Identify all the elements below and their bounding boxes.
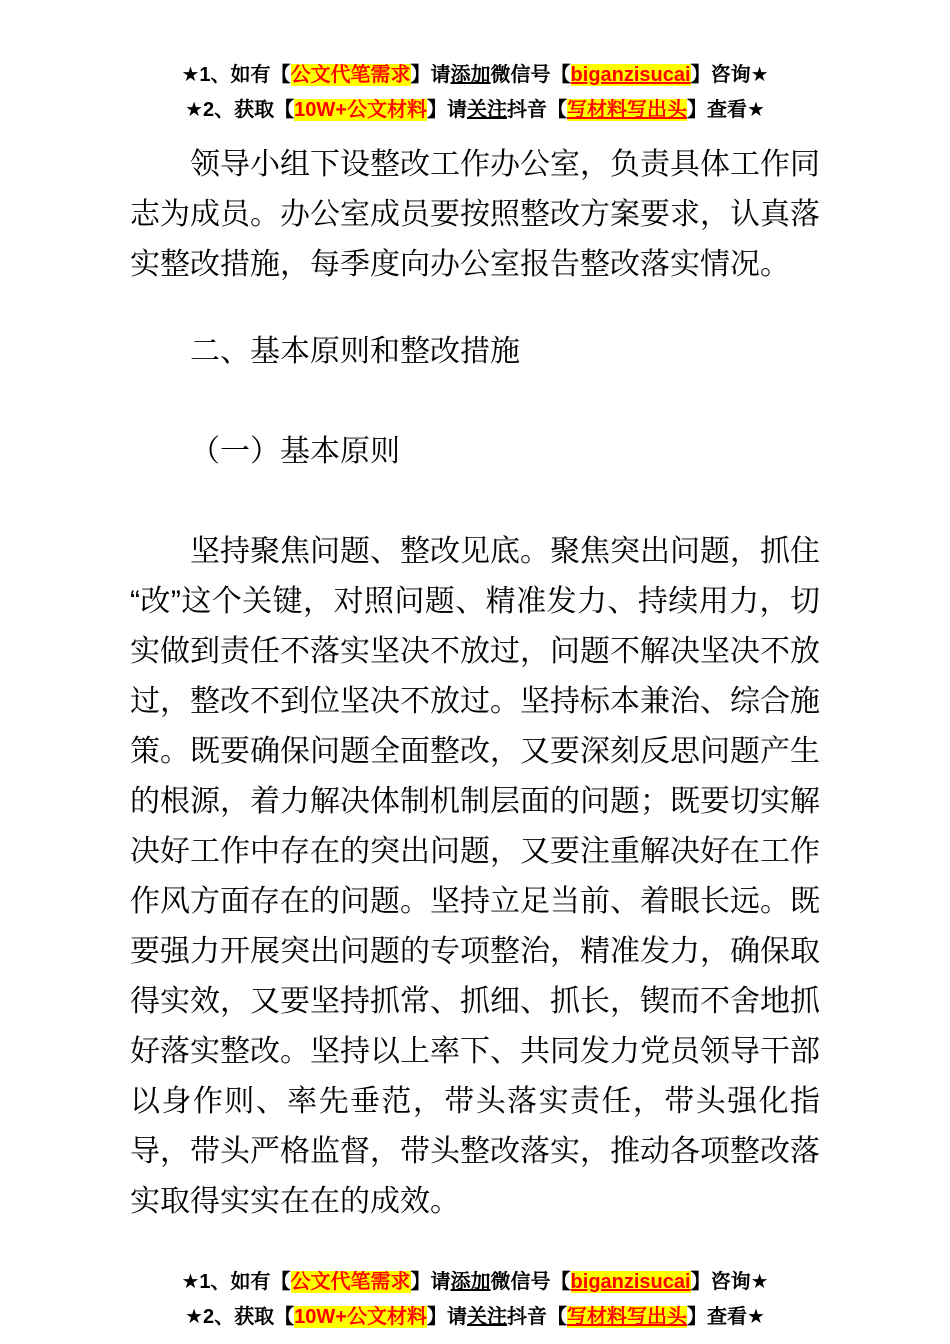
promo-text: 】请 [410,64,451,86]
promo-highlight-materials: 10W+公文材料 [294,99,427,121]
promo-line-1 [130,1265,820,1300]
promo-underline-add: 添加 [450,1271,491,1293]
promo-underline-follow: 关注 [466,99,507,121]
promo-douyin-id: 写材料写出头 [566,1306,687,1328]
promo-text: 抖音【 [506,99,567,121]
subsection-heading-basic-principles: （一）基本原则 [190,435,400,468]
promo-highlight-service: 公文代笔需求 [290,1271,411,1293]
paragraph-basic-principles-body: 坚持聚焦问题、整改见底。聚焦突出问题，抓住“改”这个关键，对照问题、精准发力、持续用力，切实做到责任不落实坚决不放过，问题不解决坚决不放过，整改不到位坚决不放过。坚持标本兼治、综合施策。既要确保问题全面整改，又要深刻反思问题产生的根源，着力解决体制机制层面的问题；既要切实解决好工作中存在的突出问题，又要注重解决好在工作作风方面存在的问题。坚持立足当前、着眼长远。既要强力开展突出问题的专项整治，精准发力，确保取得实效，又要坚持抓常、抓细、抓长，锲而不舍地抓好落实整改。坚持以上率下、共同发力党员领导干部以身作则、率先垂范，带头落实责任，带头强化指导，带头严格监督，带头整改落实，推动各项整改落实取得实实在在的成效。 [130,535,820,1218]
promo-douyin-id: 写材料写出头 [566,99,687,121]
promo-line-2 [130,1300,820,1335]
promo-text: ★2、获取【 [185,99,295,121]
promo-text: 】查看★ [686,99,765,121]
promo-wechat-id: biganzisucai [570,64,691,86]
promo-banner-bottom [130,1265,820,1335]
section-heading-principles-and-measures: 二、基本原则和整改措施 [190,335,520,368]
promo-text: 】查看★ [686,1306,765,1328]
promo-text: ★1、如有【 [181,64,291,86]
promo-banner-top [130,58,820,128]
promo-highlight-service: 公文代笔需求 [290,64,411,86]
promo-text: ★2、获取【 [185,1306,295,1328]
promo-text: 】请 [426,1306,467,1328]
promo-line-2 [130,93,820,128]
promo-wechat-id: biganzisucai [570,1271,691,1293]
promo-text: 】咨询★ [690,1271,769,1293]
promo-text: 抖音【 [506,1306,567,1328]
promo-text: ★1、如有【 [181,1271,291,1293]
promo-line-1 [130,58,820,93]
promo-underline-follow: 关注 [466,1306,507,1328]
promo-highlight-materials: 10W+公文材料 [294,1306,427,1328]
promo-text: 】请 [426,99,467,121]
promo-underline-add: 添加 [450,64,491,86]
paragraph-office-setup: 领导小组下设整改工作办公室，负责具体工作同志为成员。办公室成员要按照整改方案要求，认真落实整改措施，每季度向办公室报告整改落实情况。 [130,148,820,281]
promo-text: 微信号【 [490,1271,571,1293]
promo-text: 微信号【 [490,64,571,86]
promo-text: 】请 [410,1271,451,1293]
promo-text: 】咨询★ [690,64,769,86]
